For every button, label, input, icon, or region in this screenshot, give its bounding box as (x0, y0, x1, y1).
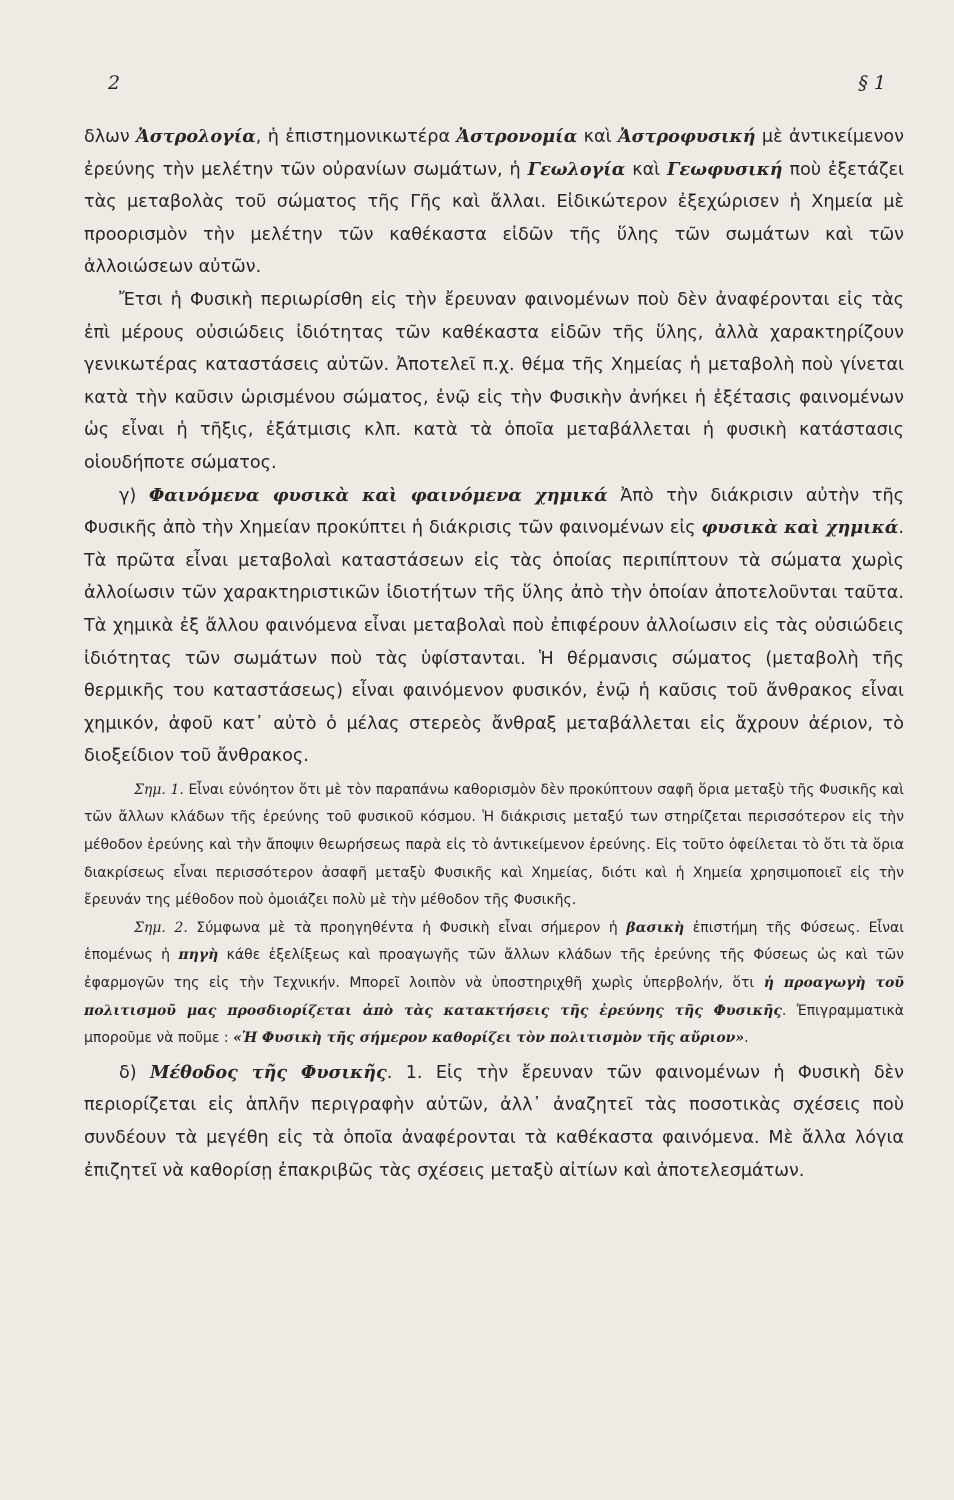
footnote-label: Σημ. 1. (134, 781, 184, 798)
section-label: δ) (119, 1062, 151, 1083)
section-heading-method: Μέθοδος τῆς Φυσικῆς (150, 1061, 387, 1083)
text-run: Εἶναι εὐνόητον ὅτι μὲ τὸν παραπάνω καθορισμὸν δὲν προκύπτουν σαφῆ ὅρια μεταξὺ τῆς Φυσικῆς καὶ τῶν ἄλλων κλάδων τῆς ἐρεύνης τοῦ φυσικοῦ κόσμου. Ἡ διάκρισις μεταξύ των στηρίζεται περισσότερον εἰς τὴν μέθοδον ἐρεύνης καὶ τὴν ἄποψιν θεωρήσεως παρὰ εἰς τὸ ἀντικείμενον ἐρεύνης. Εἰς τοῦτο ὀφείλεται τὸ ὅτι τὰ ὅρια διακρίσεως εἶναι περισσότερον ἀσαφῆ μεταξὺ Φυσικῆς καὶ Χημείας, διότι καὶ ἡ Χημεία χρησιμοποιεῖ εἰς τὴν ἔρευνάν της μέθοδον ποὺ ὁμοιάζει πολὺ μὲ τὴν μέθοδον τῆς Φυσικῆς. (84, 781, 904, 909)
section-mark: § 1 (858, 72, 886, 94)
paragraph-sciences (84, 121, 904, 284)
page-header (108, 72, 886, 102)
text-run: μὲ ἀντικείμενον ἐρεύνης τὴν μελέτην τῶν οὐρανίων σωμάτων, ἡ (84, 127, 904, 180)
paragraph-phenomena (84, 480, 904, 773)
emphasis: ἡ προαγωγὴ τοῦ πολιτισμοῦ μας προσδιορίζεται ἀπὸ τὰς κατακτήσεις τῆς ἐρεύνης τῆς Φυσικῆς (84, 975, 905, 1019)
footnote-1 (84, 777, 904, 915)
text-run: ποὺ ἐξετάζει τὰς μεταβολὰς τοῦ σώματος τῆς Γῆς καὶ ἄλλαι. Εἰδικώτερον ἐξεχώρισεν ἡ Χημεία μὲ προορισμὸν τὴν μελέτην τῶν καθέκαστα εἰδῶν τῆς ὕλης τῶν σωμάτων καὶ τῶν ἀλλοιώσεων αὐτῶν. (84, 159, 904, 278)
term-geology: Γεωλογία (527, 158, 626, 180)
term-geophysics: Γεωφυσική (667, 158, 783, 180)
page-body (84, 121, 904, 1187)
text-run: κάθε ἐξελίξεως καὶ προαγωγῆς τῶν ἄλλων κλάδων τῆς ἐρεύνης τῆς Φύσεως ὡς καὶ τῶν ἐφαρμογῶν της εἰς τὴν Τεχνικήν. Μπορεῖ λοιπὸν νὰ ὑποστηριχθῆ χωρὶς ὑπερβολήν, ὅτι (84, 947, 904, 992)
paragraph-physics-scope: Ἔτσι ἡ Φυσικὴ περιωρίσθη εἰς τὴν ἔρευναν φαινομένων ποὺ δὲν ἀναφέρονται εἰς τὰς ἐπὶ μέρους οὐσιώδεις ἰδιότητας τῶν καθέκαστα εἰδῶν τῆς ὕλης, ἀλλὰ χαρακτηρίζουν γενικωτέρας καταστάσεις αὐτῶν. Ἀποτελεῖ π.χ. θέμα τῆς Χημείας ἡ μεταβολὴ ποὺ γίνεται κατὰ τὴν καῦσιν ὡρισμένου σώματος, ἐνῷ εἰς τὴν Φυσικὴν ἀνήκει ἡ ἐξέτασις φαινομένων ὡς εἶναι ἡ τῆξις, ἐξάτμισις κλπ. κατὰ τὰ ὁποῖα μεταβάλλεται ἡ φυσικὴ κατάστασις οἱουδήποτε σώματος. (84, 289, 904, 473)
term-astrology: Ἀστρολογία (136, 126, 256, 147)
text-run: καὶ (625, 159, 668, 180)
term-physical-chemical: φυσικὰ καὶ χημικά (701, 517, 899, 539)
page-number: 2 (108, 72, 121, 94)
term-astrophysics: Ἀστροφυσική (618, 126, 756, 147)
footnote-2 (84, 915, 904, 1053)
quote: «Ἡ Φυσικὴ τῆς σήμερον καθορίζει τὸν πολιτισμὸν τῆς αὔριον» (233, 1030, 745, 1047)
paragraph-method (84, 1057, 904, 1187)
text-run: . Ἐπιγραμματικὰ μποροῦμε νὰ ποῦμε : (84, 1002, 904, 1047)
section-heading-phenomena: Φαινόμενα φυσικὰ καὶ φαινόμενα χημικά (148, 484, 608, 506)
text-run: , ἡ ἐπιστημονικωτέρα (255, 127, 457, 147)
text-run: . (744, 1030, 749, 1047)
emphasis: βασικὴ (626, 919, 685, 936)
text-run: δλων (84, 127, 137, 147)
text-run: καὶ (577, 127, 619, 147)
term-astronomy: Ἀστρονομία (456, 126, 578, 147)
text-run: Ἀπὸ τὴν διάκρισιν αὐτὴν τῆς Φυσικῆς ἀπὸ τὴν Χημείαν προκύπτει ἡ διάκρισις τῶν φαινομένων εἰς (84, 485, 904, 539)
text-run: Σύμφωνα μὲ τὰ προηγηθέντα ἡ Φυσικὴ εἶναι σήμερον ἡ (187, 919, 627, 936)
text-run: . 1. Εἰς τὴν ἔρευναν τῶν φαινομένων ἡ Φυσικὴ δὲν περιορίζεται εἰς ἁπλῆν περιγραφὴν αὐτῶν, ἀλλ᾽ ἀναζητεῖ τὰς ποσοτικὰς σχέσεις ποὺ συνδέουν τὰ μεγέθη εἰς τὰ ὁποῖα ἀναφέρονται τὰ καθέκαστα φαινόμενα. Μὲ ἄλλα λόγια ἐπιζητεῖ νὰ καθορίσῃ ἐπακριβῶς τὰς σχέσεις μεταξὺ αἰτίων καὶ ἀποτελεσμάτων. (84, 1062, 904, 1181)
section-label: γ) (119, 485, 149, 506)
footnote-label: Σημ. 2. (134, 919, 188, 936)
text-run: ἐπιστήμη τῆς Φύσεως. Εἶναι ἑπομένως ἡ (84, 919, 904, 964)
emphasis: πηγὴ (178, 947, 219, 964)
text-run: . Τὰ πρῶτα εἶναι μεταβολαὶ καταστάσεων εἰς τὰς ὁποίας περιπίπτουν τὰ σώματα χωρὶς ἀλλοίωσιν τῶν χαρακτηριστικῶν ἰδιοτήτων τῆς ὕλης ἀπὸ τὴν ὁποίαν ἀποτελοῦνται ταῦτα. Τὰ χημικὰ ἐξ ἄλλου φαινόμενα εἶναι μεταβολαὶ ποὺ ἐπιφέρουν ἀλλοίωσιν εἰς τὰς οὐσιώδεις ἰδιότητας τῶν σωμάτων ποὺ τὰς ὑφίστανται. Ἡ θέρμανσις σώματος (μεταβολὴ τῆς θερμικῆς του καταστάσεως) εἶναι φαινόμενον φυσικόν, ἐνῷ ἡ καῦσις τοῦ ἄνθρακος εἶναι χημικόν, ἀφοῦ κατ᾽ αὐτὸ ὁ μέλας στερεὸς ἄνθραξ μεταβάλλεται εἰς ἄχρουν ἀέριον, τὸ διοξείδιον τοῦ ἄνθρακος. (84, 518, 904, 767)
